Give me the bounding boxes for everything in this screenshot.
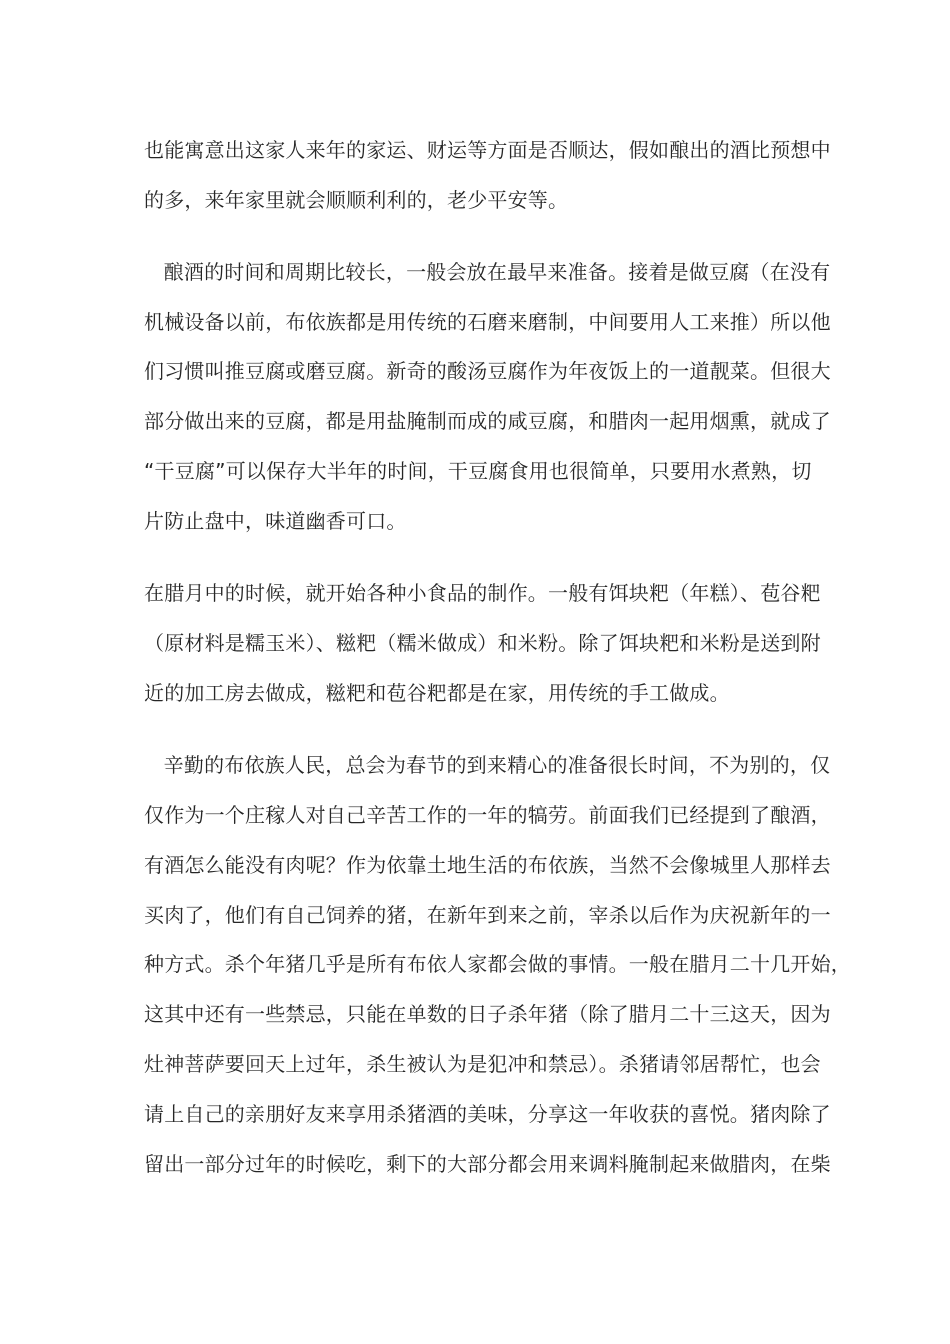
text-line: 酿酒的时间和周期比较长，一般会放在最早来准备。接着是做豆腐（在没有: [144, 260, 831, 284]
text-line: 请上自己的亲朋好友来享用杀猪酒的美味，分享这一年收获的喜悦。猪肉除了: [144, 1102, 831, 1126]
text-line: （原材料是糯玉米）、糍粑（糯米做成）和米粉。除了饵块粑和米粉是送到附: [144, 631, 821, 655]
text-line: 机械设备以前，布依族都是用传统的石磨来磨制，中间要用人工来推）所以他: [144, 310, 831, 334]
text-line: “干豆腐”可以保存大半年的时间，干豆腐食用也很简单，只要用水煮熟，切: [144, 459, 812, 483]
text-line: 近的加工房去做成，糍粑和苞谷粑都是在家，用传统的手工做成。: [144, 681, 730, 705]
text-line: 这其中还有一些禁忌，只能在单数的日子杀年猪（除了腊月二十三这天，因为: [144, 1002, 831, 1026]
text-line: 也能寓意出这家人来年的家运、财运等方面是否顺达，假如酿出的酒比预想中: [144, 138, 831, 162]
text-line: 在腊月中的时候，就开始各种小食品的制作。一般有饵块粑（年糕）、苞谷粑: [144, 581, 821, 605]
text-line: 留出一部分过年的时候吃，剩下的大部分都会用来调料腌制起来做腊肉，在柴: [144, 1152, 831, 1176]
text-line: 灶神菩萨要回天上过年，杀生被认为是犯冲和禁忌）。杀猪请邻居帮忙，也会: [144, 1052, 821, 1076]
text-line: 买肉了，他们有自己饲养的猪，在新年到来之前，宰杀以后作为庆祝新年的一: [144, 903, 831, 927]
text-line: 辛勤的布依族人民，总会为春节的到来精心的准备很长时间，不为别的，仅: [144, 753, 831, 777]
text-line: 的多，来年家里就会顺顺利利的，老少平安等。: [144, 188, 569, 212]
text-line: 种方式。杀个年猪几乎是所有布依人家都会做的事情。一般在腊月二十几开始，: [144, 952, 851, 976]
text-line: 片防止盘中，味道幽香可口。: [144, 509, 407, 533]
text-line: 有酒怎么能没有肉呢？作为依靠土地生活的布依族，当然不会像城里人那样去: [144, 853, 831, 877]
text-line: 仅作为一个庄稼人对自己辛苦工作的一年的犒劳。前面我们已经提到了酿酒，: [144, 803, 831, 827]
text-line: 部分做出来的豆腐，都是用盐腌制而成的咸豆腐，和腊肉一起用烟熏，就成了: [144, 409, 831, 433]
text-line: 们习惯叫推豆腐或磨豆腐。新奇的酸汤豆腐作为年夜饭上的一道靓菜。但很大: [144, 359, 831, 383]
